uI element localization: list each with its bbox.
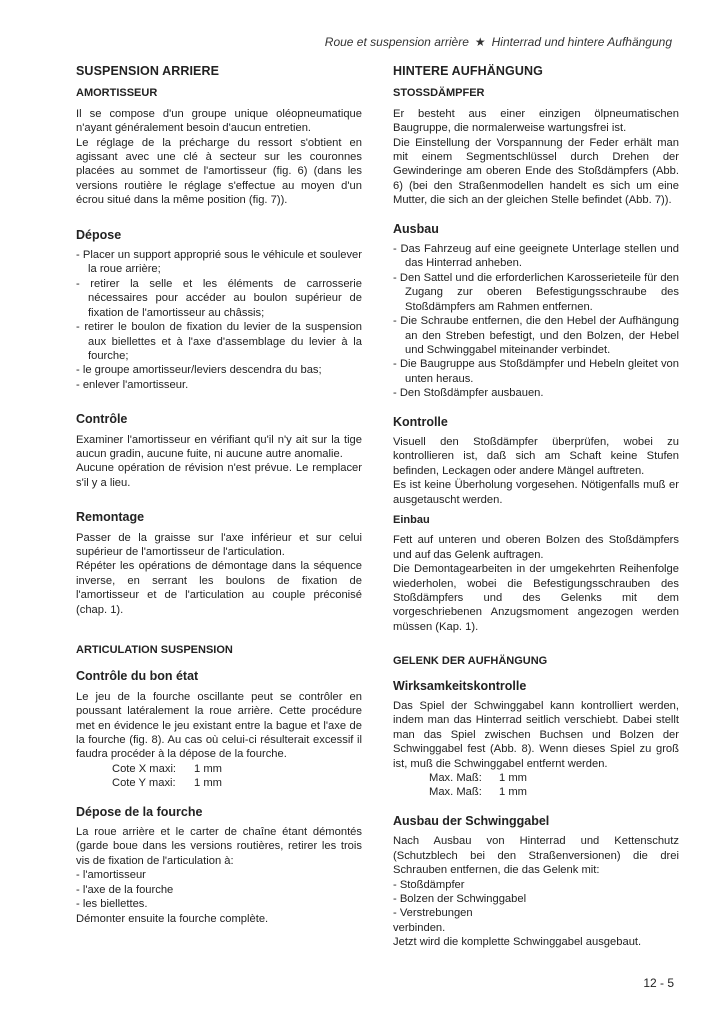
spec-row: [393, 771, 679, 785]
list-item: - enlever l'amortisseur.: [76, 378, 189, 391]
list-fourche: [76, 868, 362, 911]
page-number: 12 - 5: [643, 976, 674, 990]
spec-row: [76, 762, 362, 776]
paragraph: Démonter ensuite la fourche complète.: [76, 912, 269, 925]
paragraph: Le jeu de la fourche oscillante peut se contrôler en poussant latéralement la roue arrière. Cette procédure met en évidence le jeu existant entre la bague et l'axe de la fourche (fig. 8). Au cas où celui-ci résulterait excessif il faudra procéder à la dépose de la fourche.: [76, 690, 362, 761]
paragraph: Le réglage de la précharge du ressort s'obtient en agissant avec une clé à secteur sur les couronnes placées au sommet de l'amortisseur (fig. 6) (dans les versions routière le réglage s'effectue au moyen d'un écrou situé dans la même position (fig. 7)).: [76, 136, 362, 207]
paragraph: Das Spiel der Schwinggabel kann kontrolliert werden, indem man das Hinterrad seitlich verschiebt. Dabei stellt man das Spiel zwischen Buchsen und Bolzen der Schwinggabel fest (Abb. 8). Wenn dieses Spiel zu groß ist, muß die Schwinggabel entfernt werden.: [393, 700, 679, 770]
paragraph: Nach Ausbau von Hinterrad und Kettenschutz (Schutzblech bei den Straßenversionen) die drei Schrauben entfernen, die das Gelenk mit:: [393, 835, 679, 877]
spec-label: Cote X maxi:: [112, 762, 177, 775]
paragraph: La roue arrière et le carter de chaîne étant démontés (garde boue dans les versions routières, retirer les trois vis de fixation de l'articulation à:: [76, 826, 362, 867]
heading-wirksamkeitskontrolle: Wirksamkeitskontrolle: [393, 678, 527, 693]
list-item: - retirer la selle et les éléments de carrosserie nécessaires pour accéder au boulon supérieur de fixation de l'amortisseur au châssis;: [76, 277, 362, 319]
heading-controle-bon-etat: Contrôle du bon état: [76, 669, 199, 684]
list-item: - Bolzen der Schwinggabel: [393, 892, 527, 905]
list-item: - le groupe amortisseur/leviers descendra du bas;: [76, 364, 322, 377]
paragraph: Die Demontagearbeiten in der umgekehrten Reihenfolge wiederholen, wobei die Befestigungsschrauben des Stoßdämpfers und des Gelenks mit dem vorgeschriebenen Anzugsmoment angezogen werden müssen (Kap. 1).: [393, 563, 679, 633]
paragraph: Passer de la graisse sur l'axe inférieur et sur celui supérieur de l'amortisseur de l'articulation.: [76, 531, 362, 558]
list-item: - Verstrebungen: [393, 907, 473, 920]
list-item: - l'amortisseur: [76, 869, 146, 882]
spec-value: 1 mm: [499, 786, 527, 799]
spec-row: [76, 776, 362, 790]
spec-value: 1 mm: [194, 777, 222, 790]
spec-label: Cote Y maxi:: [112, 777, 176, 790]
list-item: - Den Sattel und die erforderlichen Karosserieteile für den Zugang zur oberen Befestigungsschraube des Stoßdämpfers am Rahmen entfernen.: [393, 271, 679, 313]
paragraph: Répéter les opérations de démontage dans la séquence inverse, en serrant les boulons de fixation de l'amortisseur et de l'articulation au couple préconisé (chap. 1).: [76, 560, 362, 616]
paragraph: Die Einstellung der Vorspannung der Feder erhält man mit einem Segmentschlüssel durch Drehen der Gewinderinge am oberen Ende des Stoßdämpfers (Abb. 6) (bei den Straßenmodellen handelt es sich um eine Mutter, die sich an der gleichen Stelle befindet (Abb. 7)).: [393, 136, 679, 207]
list-item: - Den Stoßdämpfer ausbauen.: [393, 387, 544, 400]
list-schwinggabel: [393, 878, 679, 921]
list-depose: [76, 248, 362, 392]
paragraph: Er besteht aus einer einzigen ölpneumatischen Baugruppe, die normalerweise wartungsfrei ist.: [393, 107, 679, 135]
list-item: - Die Schraube entfernen, die den Hebel der Aufhängung an den Streben befestigt, und den Bolzen, der Hebel und Schwinggabel miteinander verbindet.: [393, 315, 679, 356]
spec-value: 1 mm: [194, 762, 222, 775]
header-fr: Roue et suspension arrière: [324, 35, 469, 49]
heading-stossdaempfer: STOSSDÄMPFER: [393, 87, 485, 100]
paragraph: Aucune opération de révision n'est prévue. Le remplacer s'il y a lieu.: [76, 462, 362, 489]
paragraph: verbinden.: [393, 921, 446, 934]
heading-remontage: Remontage: [76, 510, 145, 525]
spec-label: Max. Maß:: [429, 772, 482, 785]
list-item: - Das Fahrzeug auf eine geeignete Unterlage stellen und das Hinterrad anheben.: [393, 243, 679, 270]
paragraph: Visuell den Stoßdämpfer überprüfen, wobei zu kontrollieren ist, daß sich am Schaft keine Stufen befinden, Leckagen oder andere Mängel auftreten.: [393, 435, 679, 477]
column-german: [393, 64, 679, 950]
heading-ausbau-schwinggabel: Ausbau der Schwinggabel: [393, 813, 550, 828]
heading-depose: Dépose: [76, 227, 122, 242]
list-item: - retirer le boulon de fixation du levier de la suspension aux biellettes et à l'axe d'assemblage du levier à la fourche;: [76, 321, 362, 362]
section-title-de: HINTERE AUFHÄNGUNG: [393, 64, 543, 78]
list-item: - Placer un support approprié sous le véhicule et soulever la roue arrière;: [76, 249, 362, 276]
spec-row: [393, 785, 679, 799]
paragraph: Fett auf unteren und oberen Bolzen des Stoßdämpfers und auf das Gelenk auftragen.: [393, 534, 679, 561]
spec-value: 1 mm: [499, 772, 527, 785]
paragraph: Il se compose d'un groupe unique oléopneumatique n'ayant généralement besoin d'aucun entretien.: [76, 107, 362, 135]
heading-controle: Contrôle: [76, 412, 128, 427]
heading-ausbau: Ausbau: [393, 221, 439, 236]
list-item: - les biellettes.: [76, 898, 148, 911]
heading-einbau: Einbau: [393, 513, 430, 526]
heading-kontrolle: Kontrolle: [393, 414, 448, 429]
paragraph: Examiner l'amortisseur en vérifiant qu'il n'y ait sur la tige aucun gradin, aucune fuite, ni aucune autre anomalie.: [76, 433, 362, 460]
heading-amortisseur: AMORTISSEUR: [76, 87, 158, 100]
heading-depose-fourche: Dépose de la fourche: [76, 804, 203, 819]
list-item: - Stoßdämpfer: [393, 878, 465, 891]
list-item: - Die Baugruppe aus Stoßdämpfer und Hebeln gleitet von unten heraus.: [393, 358, 679, 385]
section-title-fr: SUSPENSION ARRIERE: [76, 64, 220, 78]
spec-label: Max. Maß:: [429, 786, 482, 799]
heading-gelenk: GELENK DER AUFHÄNGUNG: [393, 655, 548, 668]
paragraph: Jetzt wird die komplette Schwinggabel ausgebaut.: [393, 936, 642, 949]
list-ausbau: [393, 242, 679, 400]
heading-articulation: ARTICULATION SUSPENSION: [76, 644, 233, 656]
star-icon: ★: [474, 35, 486, 49]
running-header: [325, 35, 672, 49]
header-de: Hinterrad und hintere Aufhängung: [491, 35, 672, 49]
paragraph: Es ist keine Überholung vorgesehen. Nötigenfalls muß er ausgetauscht werden.: [393, 479, 679, 506]
column-french: [76, 64, 362, 926]
list-item: - l'axe de la fourche: [76, 883, 174, 896]
